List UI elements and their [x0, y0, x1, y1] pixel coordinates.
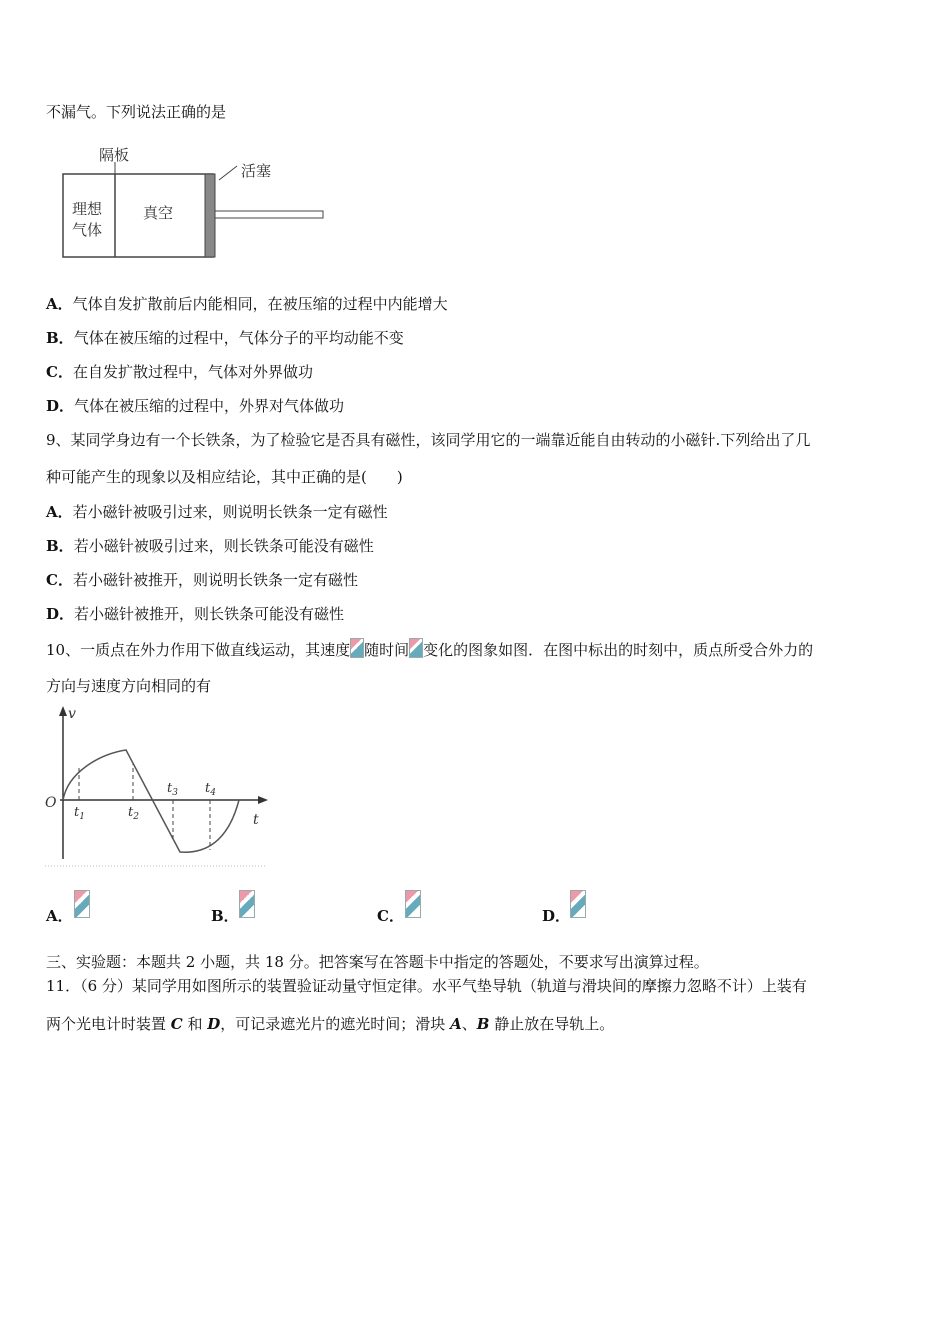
q10-choice-d-label: D． — [542, 907, 571, 925]
q9-option-a: A．若小磁针被吸引过来，则说明长铁条一定有磁性 — [46, 503, 388, 521]
velocity-time-graph — [40, 702, 275, 870]
gas-label-line1: 理想 — [72, 200, 103, 218]
q10-choice-b-label: B． — [211, 907, 239, 925]
t1-label: $t_1$ — [74, 805, 85, 822]
q8-option-a: A．气体自发扩散前后内能相同，在被压缩的过程中内能增大 — [46, 295, 448, 313]
q9-stem-line2: 种可能产生的现象以及相应结论，其中正确的是( ) — [46, 468, 403, 486]
q8-option-b: B．气体在被压缩的过程中，气体分子的平均动能不变 — [46, 329, 404, 347]
q8-option-d: D．气体在被压缩的过程中，外界对气体做功 — [46, 397, 345, 415]
q10-stem-line1: 10、一质点在外力作用下做直线运动，其速度 随时间 变化的图象如图．在图中标出的时刻中，质点所受合外力的 — [46, 638, 813, 660]
velocity-symbol-image-icon — [350, 638, 364, 658]
t4-label: $t_4$ — [205, 781, 216, 798]
v-axis-label: v — [68, 706, 76, 722]
time-symbol-image-icon — [409, 638, 423, 658]
q9-option-d: D．若小磁针被推开，则长铁条可能没有磁性 — [46, 605, 345, 623]
q9-stem-line1: 9、某同学身边有一个长铁条，为了检验它是否具有磁性，该同学用它的一端靠近能自由转动的小磁针.下列给出了几 — [46, 431, 811, 449]
q11-stem-line2: 两个光电计时装置 C 和 D，可记录遮光片的遮光时间；滑块 A、B 静止放在导轨上。 — [46, 1015, 615, 1033]
t-axis-label: t — [253, 812, 259, 828]
q9-option-c: C．若小磁针被推开，则说明长铁条一定有磁性 — [46, 571, 358, 589]
intro-text: 不漏气。下列说法正确的是 — [46, 103, 227, 121]
q10-choice-c-image-icon — [405, 890, 421, 918]
q11-stem-line1: 11．（6 分）某同学用如图所示的装置验证动量守恒定律。水平气垫导轨（轨道与滑块间的摩擦力忽略不计）上装有 — [46, 977, 807, 995]
partition-label: 隔板 — [99, 146, 130, 164]
cylinder-figure — [55, 140, 335, 265]
t3-label: $t_3$ — [167, 781, 178, 798]
section-heading: 三、实验题：本题共 2 小题，共 18 分。把答案写在答题卡中指定的答题处，不要求写出演算过程。 — [46, 953, 709, 971]
q9-option-b: B．若小磁针被吸引过来，则长铁条可能没有磁性 — [46, 537, 374, 555]
vacuum-label: 真空 — [143, 204, 174, 222]
q10-choice-c-label: C． — [377, 907, 404, 925]
gas-label-line2: 气体 — [72, 221, 103, 239]
q10-choice-a-image-icon — [74, 890, 90, 918]
q10-choice-a-label: A． — [46, 907, 73, 925]
origin-label: O — [45, 795, 57, 811]
t2-label: $t_2$ — [128, 805, 139, 822]
q10-choice-b-image-icon — [239, 890, 255, 918]
q8-option-c: C．在自发扩散过程中，气体对外界做功 — [46, 363, 313, 381]
q10-choice-d-image-icon — [570, 890, 586, 918]
q10-stem-line2: 方向与速度方向相同的有 — [46, 677, 212, 695]
piston-label: 活塞 — [241, 162, 272, 180]
